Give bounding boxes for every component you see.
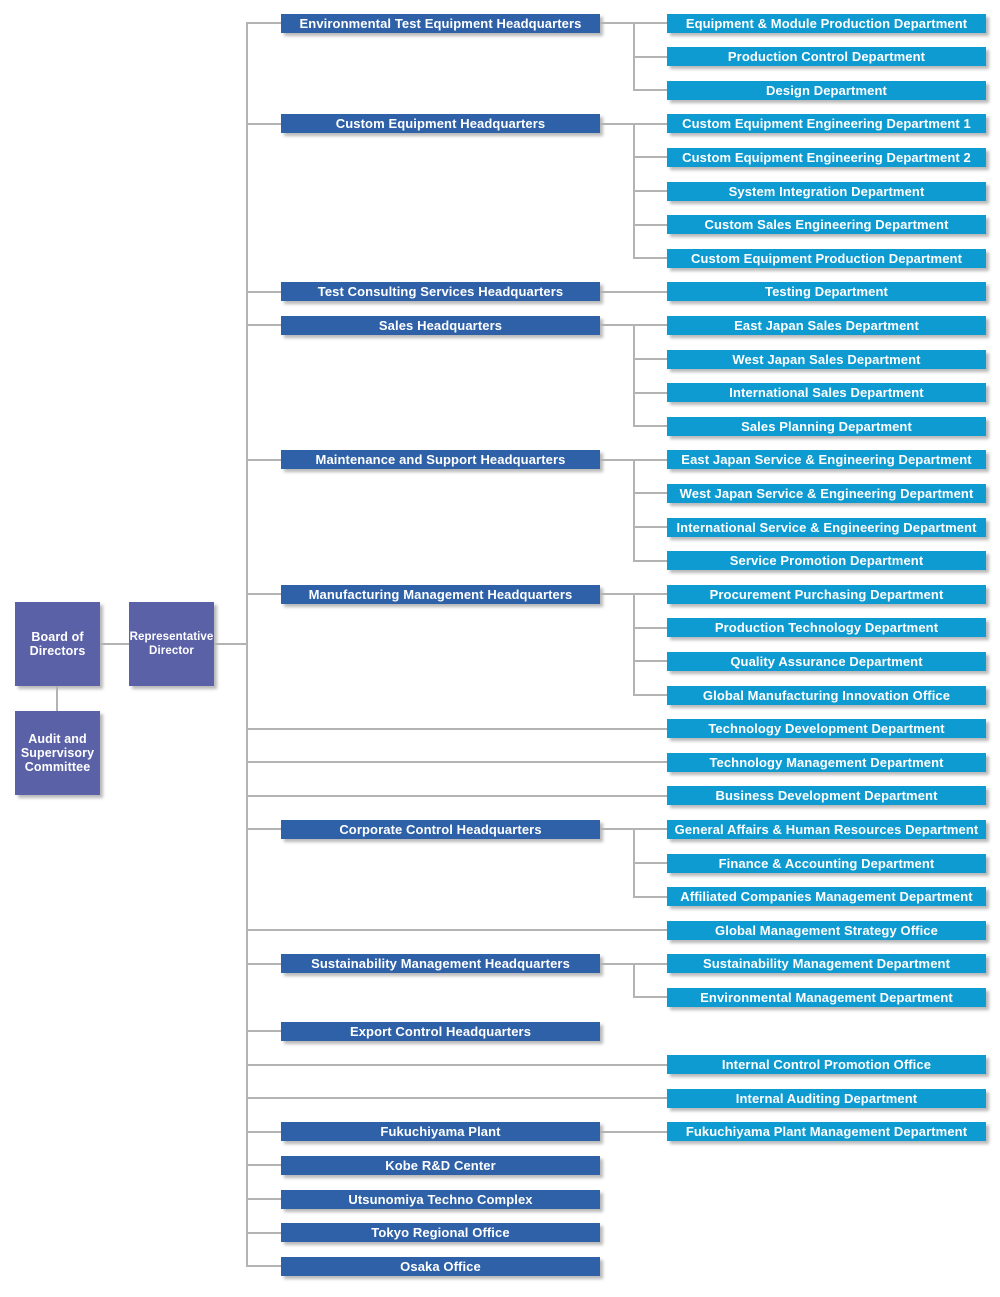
branch-to-dept-connector [633,862,667,864]
branch-to-dept-connector [633,694,667,696]
department-box-label: West Japan Sales Department [732,351,921,367]
board-to-audit-connector [56,686,58,711]
trunk-to-hq-connector [247,1131,281,1133]
department-box-label: Internal Auditing Department [735,1090,918,1106]
headquarters-box [281,1223,600,1242]
department-box-label: East Japan Service & Engineering Department [681,452,972,468]
department-box-label: East Japan Sales Department [734,317,919,333]
branch-to-dept-connector [633,190,667,192]
department-box-label: Technology Development Department [708,721,945,737]
headquarters-box [281,114,600,133]
headquarters-box [281,820,600,839]
department-box [667,182,986,201]
headquarters-box [281,316,600,335]
trunk-to-hq-connector [247,1030,281,1032]
headquarters-box-label: Maintenance and Support Headquarters [315,452,566,468]
headquarters-box-label: Kobe R&D Center [385,1157,496,1173]
department-box [667,652,986,671]
branch-to-dept-connector [633,224,667,226]
department-box-label: Custom Equipment Engineering Department 2 [682,149,971,165]
trunk-to-hq-connector [247,291,281,293]
headquarters-box-label: Utsunomiya Techno Complex [348,1191,533,1207]
department-box-label: Environmental Management Department [700,989,953,1005]
department-box-label: Global Management Strategy Office [715,922,938,938]
branch-to-dept-connector [633,392,667,394]
branch-to-dept-connector [633,492,667,494]
department-box-label: Affiliated Companies Management Department [680,889,973,905]
department-box [667,854,986,873]
trunk-to-hq-connector [247,963,281,965]
board-of-directors-label: Board of Directors [29,630,86,658]
headquarters-box-label: Osaka Office [400,1258,481,1274]
department-box-label: Sustainability Management Department [702,956,951,972]
headquarters-box-label: Tokyo Regional Office [371,1225,510,1241]
trunk-to-dept-connector [247,929,667,931]
department-box [667,14,986,33]
branch-to-dept-connector [633,996,667,998]
headquarters-box-label: Custom Equipment Headquarters [335,116,546,132]
department-box [667,316,986,335]
department-box [667,820,986,839]
dept-branch-line [633,459,635,562]
main-trunk-line [246,22,248,1267]
headquarters-box [281,450,600,469]
department-box-label: Procurement Purchasing Department [709,586,944,602]
department-box-label: Production Control Department [727,49,926,65]
department-box-label: Custom Equipment Engineering Department 1 [682,116,971,132]
department-box-label: Sales Planning Department [741,418,912,434]
branch-to-dept-connector [633,156,667,158]
department-box [667,618,986,637]
headquarters-box-label: Test Consulting Services Headquarters [317,284,564,300]
representative-director-label: Representative Director [129,631,214,657]
branch-to-dept-connector [633,627,667,629]
headquarters-box [281,954,600,973]
headquarters-box [281,585,600,604]
department-box-label: Testing Department [765,284,888,300]
trunk-to-dept-connector [247,728,667,730]
headquarters-box [281,282,600,301]
branch-to-dept-connector [633,526,667,528]
branch-to-dept-connector [633,358,667,360]
department-box [667,719,986,738]
trunk-to-hq-connector [247,1198,281,1200]
headquarters-box-label: Manufacturing Management Headquarters [308,586,573,602]
department-box [667,753,986,772]
department-box-label: System Integration Department [728,183,925,199]
department-box-label: Fukuchiyama Plant Management Department [685,1124,968,1140]
headquarters-box [281,1190,600,1209]
trunk-to-hq-connector [247,123,281,125]
headquarters-box [281,1122,600,1141]
branch-to-dept-connector [633,257,667,259]
headquarters-box-label: Corporate Control Headquarters [339,821,542,837]
hq-to-dept-connector [600,291,667,293]
department-box [667,921,986,940]
headquarters-box [281,1156,600,1175]
department-box [667,1122,986,1141]
trunk-to-hq-connector [247,1265,281,1267]
department-box-label: Service Promotion Department [729,553,924,569]
trunk-to-dept-connector [247,795,667,797]
headquarters-box [281,1257,600,1276]
department-box [667,551,986,570]
trunk-to-hq-connector [247,828,281,830]
department-box [667,1089,986,1108]
trunk-to-hq-connector [247,1232,281,1234]
department-box [667,215,986,234]
headquarters-box [281,14,600,33]
department-box [667,954,986,973]
department-box [667,450,986,469]
department-box-label: Business Development Department [715,788,938,804]
headquarters-box-label: Sustainability Management Headquarters [311,956,570,972]
department-box [667,786,986,805]
board-to-representative-connector [100,643,129,645]
department-box [667,1055,986,1074]
department-box-label: General Affairs & Human Resources Department [674,821,979,837]
department-box-label: Internal Control Promotion Office [721,1057,932,1073]
branch-to-dept-connector [633,56,667,58]
department-box [667,887,986,906]
department-box-label: Global Manufacturing Innovation Office [702,687,951,703]
department-box [667,417,986,436]
department-box [667,282,986,301]
dept-branch-line [633,593,635,696]
branch-to-dept-connector [633,660,667,662]
department-box [667,518,986,537]
headquarters-box-label: Fukuchiyama Plant [380,1124,501,1140]
trunk-to-dept-connector [247,1064,667,1066]
department-box-label: Custom Equipment Production Department [690,250,963,266]
department-box [667,249,986,268]
headquarters-box-label: Sales Headquarters [378,317,503,333]
representative-director-box [129,602,214,686]
department-box-label: Quality Assurance Department [730,653,923,669]
representative-to-trunk-connector [214,643,248,645]
department-box [667,383,986,402]
department-box [667,114,986,133]
trunk-to-hq-connector [247,1164,281,1166]
trunk-to-hq-connector [247,22,281,24]
branch-to-dept-connector [633,425,667,427]
department-box-label: Production Technology Department [714,620,939,636]
dept-branch-line [633,324,635,427]
audit-committee-box [15,711,100,795]
department-box-label: Technology Management Department [709,754,944,770]
department-box-label: Custom Sales Engineering Department [704,217,949,233]
trunk-to-dept-connector [247,1097,667,1099]
branch-to-dept-connector [633,896,667,898]
headquarters-box-label: Export Control Headquarters [349,1023,532,1039]
trunk-to-hq-connector [247,324,281,326]
department-box [667,350,986,369]
department-box [667,686,986,705]
department-box [667,81,986,100]
department-box [667,988,986,1007]
department-box [667,47,986,66]
branch-to-dept-connector [633,89,667,91]
department-box-label: International Service & Engineering Department [676,519,977,535]
trunk-to-dept-connector [247,761,667,763]
headquarters-box-label: Environmental Test Equipment Headquarters [299,15,582,31]
department-box-label: International Sales Department [729,385,924,401]
headquarters-box [281,1022,600,1041]
department-box [667,484,986,503]
audit-committee-label: Audit and Supervisory Committee [20,732,95,774]
trunk-to-hq-connector [247,593,281,595]
department-box-label: Design Department [766,82,887,98]
branch-to-dept-connector [633,560,667,562]
department-box-label: Finance & Accounting Department [718,855,935,871]
trunk-to-hq-connector [247,459,281,461]
department-box-label: West Japan Service & Engineering Department [679,485,974,501]
board-of-directors-box [15,602,100,686]
department-box [667,585,986,604]
department-box [667,148,986,167]
dept-branch-line [633,963,635,999]
hq-to-dept-connector [600,1131,667,1133]
department-box-label: Equipment & Module Production Department [685,15,968,31]
